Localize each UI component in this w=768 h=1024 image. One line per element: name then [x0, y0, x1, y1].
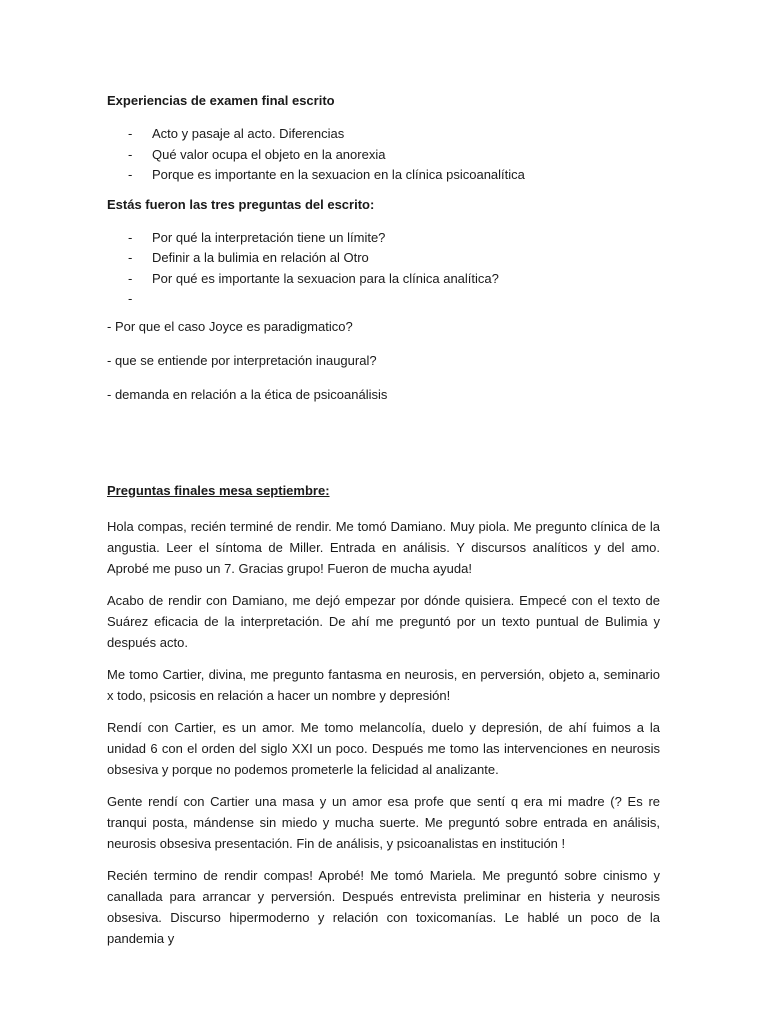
list-item: - Qué valor ocupa el objeto en la anorexia [107, 145, 660, 166]
section-title-exam-experiences: Experiencias de examen final escrito [107, 93, 335, 108]
paragraph: Me tomo Cartier, divina, me pregunto fantasma en neurosis, en perversión, objeto a, seminario x todo, psicosis en relación a hacer un nombre y depresión! [107, 666, 660, 703]
written-questions-list [107, 228, 660, 310]
paragraph: Hola compas, recién terminé de rendir. Me tomó Damiano. Muy piola. Me pregunto clínica de la angustia. Leer el síntoma de Miller. Entrada en análisis. Y discursos analíticos y del amo. Aprobé me puso un 7. Gracias grupo! Fueron de mucha ayuda! [107, 518, 660, 576]
list-item: - Por qué es importante la sexuacion para la clínica analítica? [107, 269, 660, 290]
list-item: - Acto y pasaje al acto. Diferencias [107, 124, 660, 145]
list-item [107, 289, 660, 310]
question-line: - que se entiende por interpretación inaugural? [107, 352, 377, 368]
paragraph: Acabo de rendir con Damiano, me dejó empezar por dónde quisiera. Empecé con el texto de Suárez eficacia de la interpretación. De ahí me preguntó por un texto puntual de Bulimia y después acto. [107, 592, 660, 650]
exam-topics-list [107, 124, 660, 186]
list-item: - Porque es importante en la sexuacion en la clínica psicoanalítica [107, 165, 660, 186]
paragraph: Recién termino de rendir compas! Aprobé! Me tomó Mariela. Me preguntó sobre cinismo y canallada para arrancar y perversión. Después entrevista preliminar en histeria y neurosis obsesiva. Discurso hipermoderno y relación con toxicomanías. Le hablé un poco de la pandemia y [107, 867, 660, 946]
section-title-written-questions: Estás fueron las tres preguntas del escrito: [107, 196, 375, 212]
list-item: - Definir a la bulimia en relación al Otro [107, 248, 660, 269]
list-item: - Por qué la interpretación tiene un límite? [107, 228, 660, 249]
section-title-september-finals: Preguntas finales mesa septiembre: [107, 482, 330, 498]
paragraph: Rendí con Cartier, es un amor. Me tomo melancolía, duelo y depresión, de ahí fuimos a la unidad 6 con el orden del siglo XXI un poco. Después me tomo las intervenciones en neurosis obsesiva y porque no podemos prometerle la felicidad al analizante. [107, 719, 660, 777]
paragraph: Gente rendí con Cartier una masa y un amor esa profe que sentí q era mi madre (? Es re tranqui posta, mándense sin miedo y mucha suerte. Me preguntó sobre entrada en análisis, neurosis obsesiva presentación. Fin de análisis, y psicoanalistas en institución ! [107, 793, 660, 851]
question-line: - demanda en relación a la ética de psicoanálisis [107, 386, 388, 402]
question-line: - Por que el caso Joyce es paradigmatico? [107, 318, 353, 334]
